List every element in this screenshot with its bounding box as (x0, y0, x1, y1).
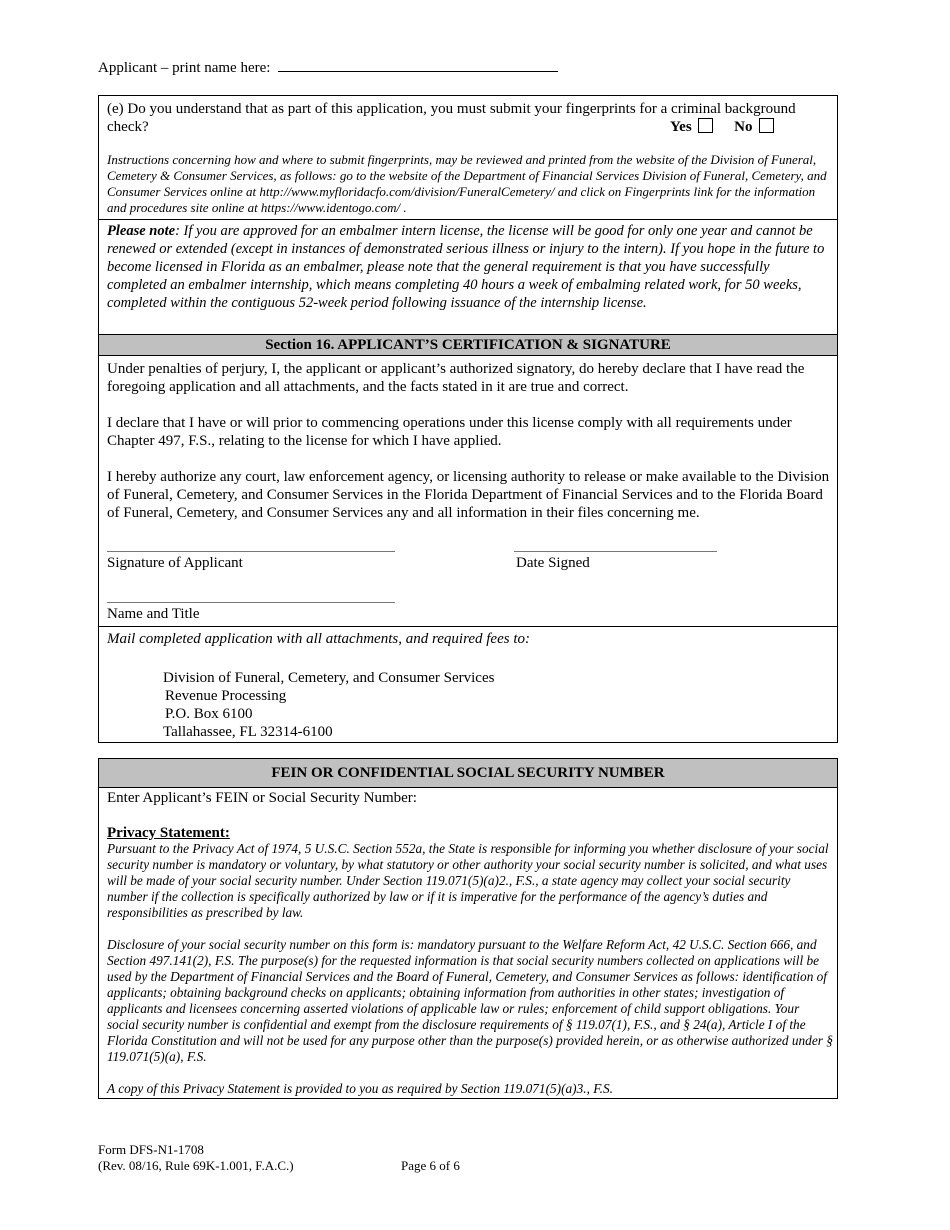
divider (99, 219, 837, 220)
mail-instruction: Mail completed application with all attachments, and required fees to: (107, 631, 530, 647)
signature-line[interactable] (107, 551, 395, 552)
name-title-line[interactable] (107, 602, 395, 603)
address-line-3: P.O. Box 6100 (165, 706, 253, 722)
certification-box (98, 95, 838, 743)
address-line-2: Revenue Processing (165, 688, 287, 704)
privacy-para-3: A copy of this Privacy Statement is provided to you as required by Section 119.071(5)(a)3., F.S. (107, 1081, 613, 1096)
question-e-text: (e) Do you understand that as part of this application, you must submit your fingerprints for a criminal background check? (107, 101, 796, 135)
footer (98, 1142, 294, 1174)
fein-title: FEIN OR CONFIDENTIAL SOCIAL SECURITY NUMBER (271, 765, 665, 781)
form-number: Form DFS-N1-1708 (98, 1142, 204, 1157)
fein-header (99, 759, 837, 788)
yes-label: Yes (670, 119, 692, 135)
divider (99, 626, 837, 627)
certification-para-3: I hereby authorize any court, law enforcement agency, or licensing authority to release or make available to the Division of Funeral, Cemetery, and Consumer Services in the Florida Department of Financial Services and to the Florida Board of Funeral, Cemetery, and Consumer Services any and all information in their files concerning me. (107, 469, 830, 521)
section16-title: Section 16. APPLICANT’S CERTIFICATION & SIGNATURE (265, 337, 671, 353)
privacy-para-1: Pursuant to the Privacy Act of 1974, 5 U.S.C. Section 552a, the State is responsible for informing you whether disclosure of your social security number is mandatory or voluntary, by what statutory or other authority your social security number is solicited, and what uses will be made of your social security number. Under Section 119.071(5)(a)2., F.S., a state agency may collect your social security number if the collection is specifically authorized by law or if it is imperative for the performance of the agency’s duties and responsibilities as prescribed by law. (107, 841, 829, 920)
page-number: Page 6 of 6 (401, 1158, 460, 1173)
no-label: No (734, 119, 753, 135)
privacy-para-2: Disclosure of your social security number on this form is: mandatory pursuant to the Welfare Reform Act, 42 U.S.C. Section 666, and Section 497.141(2), F.S. The purpose(s) for the requested information is that social security numbers collected on applications will be used by the Department of Financial Services and the Board of Funeral, Cemetery, and Consumer Services as follows: identification of applicants; obtaining background checks on applicants; obtaining information from authorities in other states; investigation of applicants and licensees concerning asserted violations of applicable law or rules; enforcement of child support obligations. Your social security number is confidential and exempt from the disclosure requirements of § 119.07(1), F.S., and § 24(a), Article I of the Florida Constitution and will not be used for any purpose other than the purpose(s) provided herein, or as otherwise authorized under § 119.071(5)(a), F.S. (107, 937, 833, 1064)
fingerprint-instructions (107, 152, 831, 216)
address-line-4: Tallahassee, FL 32314-6100 (163, 724, 333, 740)
please-note (107, 222, 831, 312)
applicant-name-row (98, 57, 558, 77)
applicant-name-field[interactable] (278, 57, 558, 72)
mail-address (163, 669, 494, 741)
section16-header (99, 334, 837, 356)
fein-enter-label: Enter Applicant’s FEIN or Social Security Number: (107, 790, 417, 806)
yes-checkbox[interactable] (698, 118, 713, 133)
address-line-1: Division of Funeral, Cemetery, and Consumer Services (163, 670, 495, 686)
privacy-statement (107, 841, 833, 1097)
applicant-name-label: Applicant – print name here: (98, 60, 271, 76)
signature-label: Signature of Applicant (107, 555, 243, 571)
certification-para-2: I declare that I have or will prior to commencing operations under this license comply with all requirements under Chapter 497, F.S., relating to the license for which I have applied. (107, 415, 792, 449)
name-title-label: Name and Title (107, 606, 200, 622)
please-note-lead: Please note (107, 223, 176, 239)
certification-text (107, 360, 831, 522)
fingerprint-answer (670, 118, 774, 136)
date-label: Date Signed (516, 555, 590, 571)
form-revision: (Rev. 08/16, Rule 69K-1.001, F.A.C.) (98, 1158, 294, 1173)
fingerprint-instructions-text: Instructions concerning how and where to submit fingerprints, may be reviewed and printed from the website of the Division of Funeral, Cemetery & Consumer Services, as follows: go to the website of the Department of Financial Services Division of Funeral, Cemetery, and Consumer Services online at http://www.myfloridacfo.com/division/FuneralCemetery/ and click on Fingerprints link for the information and procedures site online at https://www.identogo.com/ . (107, 152, 827, 215)
certification-para-1: Under penalties of perjury, I, the applicant or applicant’s authorized signatory, do hereby declare that I have read the foregoing application and all attachments, and the facts stated in it are true and correct. (107, 361, 805, 395)
fein-box (98, 758, 838, 1099)
please-note-text: : If you are approved for an embalmer intern license, the license will be good for only one year and cannot be renewed or extended (except in instances of demonstrated serious illness or injury to the intern). If you hope in the future to become licensed in Florida as an embalmer, please note that the general requirement is that you have successfully completed an embalmer internship, which means completing 40 hours a week of embalming related work, for 50 weeks, completed within the contiguous 52-week period following issuance of the internship license. (107, 223, 825, 311)
date-line[interactable] (514, 551, 717, 552)
privacy-title: Privacy Statement: (107, 825, 230, 841)
no-checkbox[interactable] (759, 118, 774, 133)
